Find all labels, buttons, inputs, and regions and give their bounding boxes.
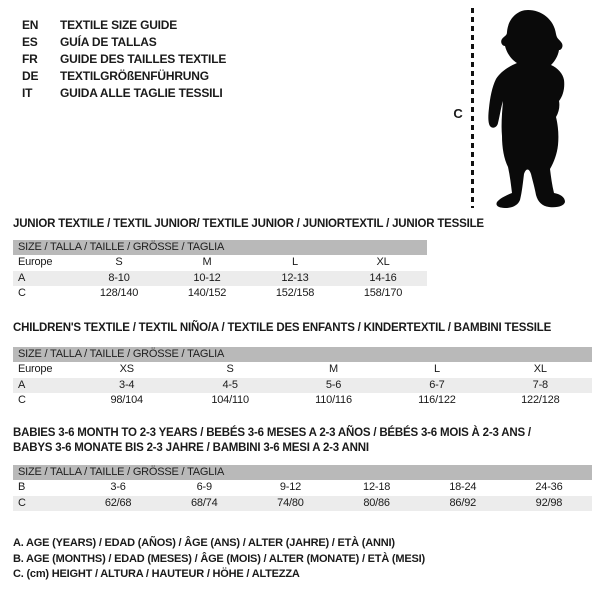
column-header: XL bbox=[533, 363, 547, 375]
language-label: GUIDA ALLE TAGLIE TESSILI bbox=[60, 86, 223, 100]
baby-silhouette-icon bbox=[484, 6, 574, 210]
column-header: S bbox=[115, 256, 123, 268]
row-label: C bbox=[18, 287, 26, 299]
table-cell: 68/74 bbox=[190, 496, 218, 509]
language-label: GUIDE DES TAILLES TEXTILE bbox=[60, 52, 227, 66]
row-label: B bbox=[18, 481, 26, 493]
language-row-fr bbox=[22, 51, 226, 68]
table-cell: 116/122 bbox=[418, 394, 456, 406]
table-cell: 74/80 bbox=[277, 496, 304, 509]
table-cell: 86/92 bbox=[449, 496, 477, 509]
table-cell: 6-9 bbox=[196, 481, 212, 493]
footnote-age-years: A. AGE (YEARS) / EDAD (AÑOS) / ÂGE (ANS) / ALTER (JAHRE) / ETÀ (ANNI) bbox=[13, 537, 395, 549]
footnote-age-months: B. AGE (MONTHS) / EDAD (MESES) / ÂGE (MOIS) / ALTER (MONATE) / ETÀ (MESI) bbox=[13, 552, 425, 565]
table-cell: 92/98 bbox=[535, 496, 563, 509]
column-header: M bbox=[202, 256, 212, 268]
table-row-age bbox=[13, 378, 592, 394]
junior-size-table bbox=[13, 240, 427, 302]
size-header-bar: SIZE / TALLA / TAILLE / GRÖSSE / TAGLIA bbox=[13, 465, 592, 480]
language-row-es bbox=[22, 34, 226, 51]
language-row-it bbox=[22, 85, 226, 102]
table-cell: 140/152 bbox=[187, 287, 227, 299]
row-label: C bbox=[18, 394, 26, 406]
table-cell: 62/68 bbox=[104, 496, 132, 509]
language-label: TEXTILE SIZE GUIDE bbox=[60, 18, 178, 32]
language-row-en bbox=[22, 17, 226, 34]
babies-section-title bbox=[13, 426, 531, 456]
height-dashed-line bbox=[471, 8, 474, 208]
table-cell: 18-24 bbox=[449, 481, 477, 493]
table-cell: 12-13 bbox=[281, 271, 309, 284]
footnote-legend bbox=[13, 536, 425, 583]
measurement-figure bbox=[440, 0, 600, 215]
row-label: C bbox=[18, 496, 26, 509]
table-cell: 152/158 bbox=[275, 287, 315, 299]
children-section-title: CHILDREN'S TEXTILE / TEXTIL NIÑO/A / TEXTILE DES ENFANTS / KINDERTEXTIL / BAMBINI TESSILE bbox=[13, 322, 552, 334]
column-header: Europe bbox=[18, 363, 53, 375]
table-cell: 110/116 bbox=[315, 394, 352, 406]
column-header: S bbox=[226, 363, 234, 375]
babies-size-table bbox=[13, 465, 592, 511]
language-code: FR bbox=[22, 52, 38, 66]
table-cell: 98/104 bbox=[110, 394, 143, 406]
table-cell: 7-8 bbox=[532, 378, 548, 391]
table-cell: 104/110 bbox=[211, 394, 249, 406]
column-header: XL bbox=[376, 256, 390, 268]
column-header: Europe bbox=[18, 256, 53, 268]
babies-title-line-2: BABYS 3-6 MONATE BIS 2-3 JAHRE / BAMBINI 3-6 MESI A 2-3 ANNI bbox=[13, 442, 369, 454]
language-title-list bbox=[22, 17, 226, 102]
language-code: IT bbox=[22, 86, 33, 100]
column-header: L bbox=[433, 363, 440, 375]
table-cell: 4-5 bbox=[222, 378, 238, 391]
size-header-bar: SIZE / TALLA / TAILLE / GRÖSSE / TAGLIA bbox=[13, 240, 427, 255]
table-cell: 6-7 bbox=[429, 378, 445, 391]
table-row-height bbox=[13, 393, 592, 409]
column-header: XS bbox=[119, 363, 134, 375]
table-cell: 80/86 bbox=[363, 496, 390, 509]
language-row-de bbox=[22, 68, 226, 85]
language-label: TEXTILGRÖßENFÜHRUNG bbox=[60, 69, 209, 83]
language-label: GUÍA DE TALLAS bbox=[60, 35, 157, 49]
table-cell: 5-6 bbox=[325, 378, 342, 391]
table-cell: 12-18 bbox=[363, 481, 391, 493]
table-cell: 10-12 bbox=[193, 271, 221, 284]
table-row-columns bbox=[13, 255, 427, 271]
table-cell: 158/170 bbox=[363, 287, 403, 299]
language-code: ES bbox=[22, 35, 38, 49]
size-header-bar: SIZE / TALLA / TAILLE / GRÖSSE / TAGLIA bbox=[13, 347, 592, 362]
table-cell: 128/140 bbox=[99, 287, 139, 299]
column-header: L bbox=[292, 256, 298, 268]
table-cell: 3-6 bbox=[110, 481, 126, 493]
table-row-height bbox=[13, 496, 592, 512]
table-cell: 122/128 bbox=[521, 394, 560, 406]
table-row-height bbox=[13, 286, 427, 302]
babies-title-line-1: BABIES 3-6 MONTH TO 2-3 YEARS / BEBÉS 3-6 MESES A 2-3 AÑOS / BÉBÉS 3-6 MOIS À 2-3 ANS / bbox=[13, 427, 531, 439]
language-code: DE bbox=[22, 69, 39, 83]
column-header: M bbox=[329, 363, 338, 375]
table-cell: 14-16 bbox=[369, 271, 397, 284]
footnote-height: C. (cm) HEIGHT / ALTURA / HAUTEUR / HÖHE / ALTEZZA bbox=[13, 568, 300, 580]
table-row-columns bbox=[13, 362, 592, 378]
table-cell: 8-10 bbox=[108, 271, 130, 284]
table-cell: 24-36 bbox=[535, 481, 563, 493]
row-label: A bbox=[18, 378, 26, 391]
children-size-table bbox=[13, 347, 592, 409]
table-cell: 3-4 bbox=[119, 378, 135, 391]
height-marker-label: C bbox=[453, 106, 463, 121]
row-label: A bbox=[18, 271, 26, 284]
language-code: EN bbox=[22, 18, 39, 32]
table-row-age-months bbox=[13, 480, 592, 496]
table-cell: 9-12 bbox=[279, 481, 302, 493]
table-row-age bbox=[13, 271, 427, 287]
junior-section-title: JUNIOR TEXTILE / TEXTIL JUNIOR/ TEXTILE JUNIOR / JUNIORTEXTIL / JUNIOR TESSILE bbox=[13, 218, 484, 230]
